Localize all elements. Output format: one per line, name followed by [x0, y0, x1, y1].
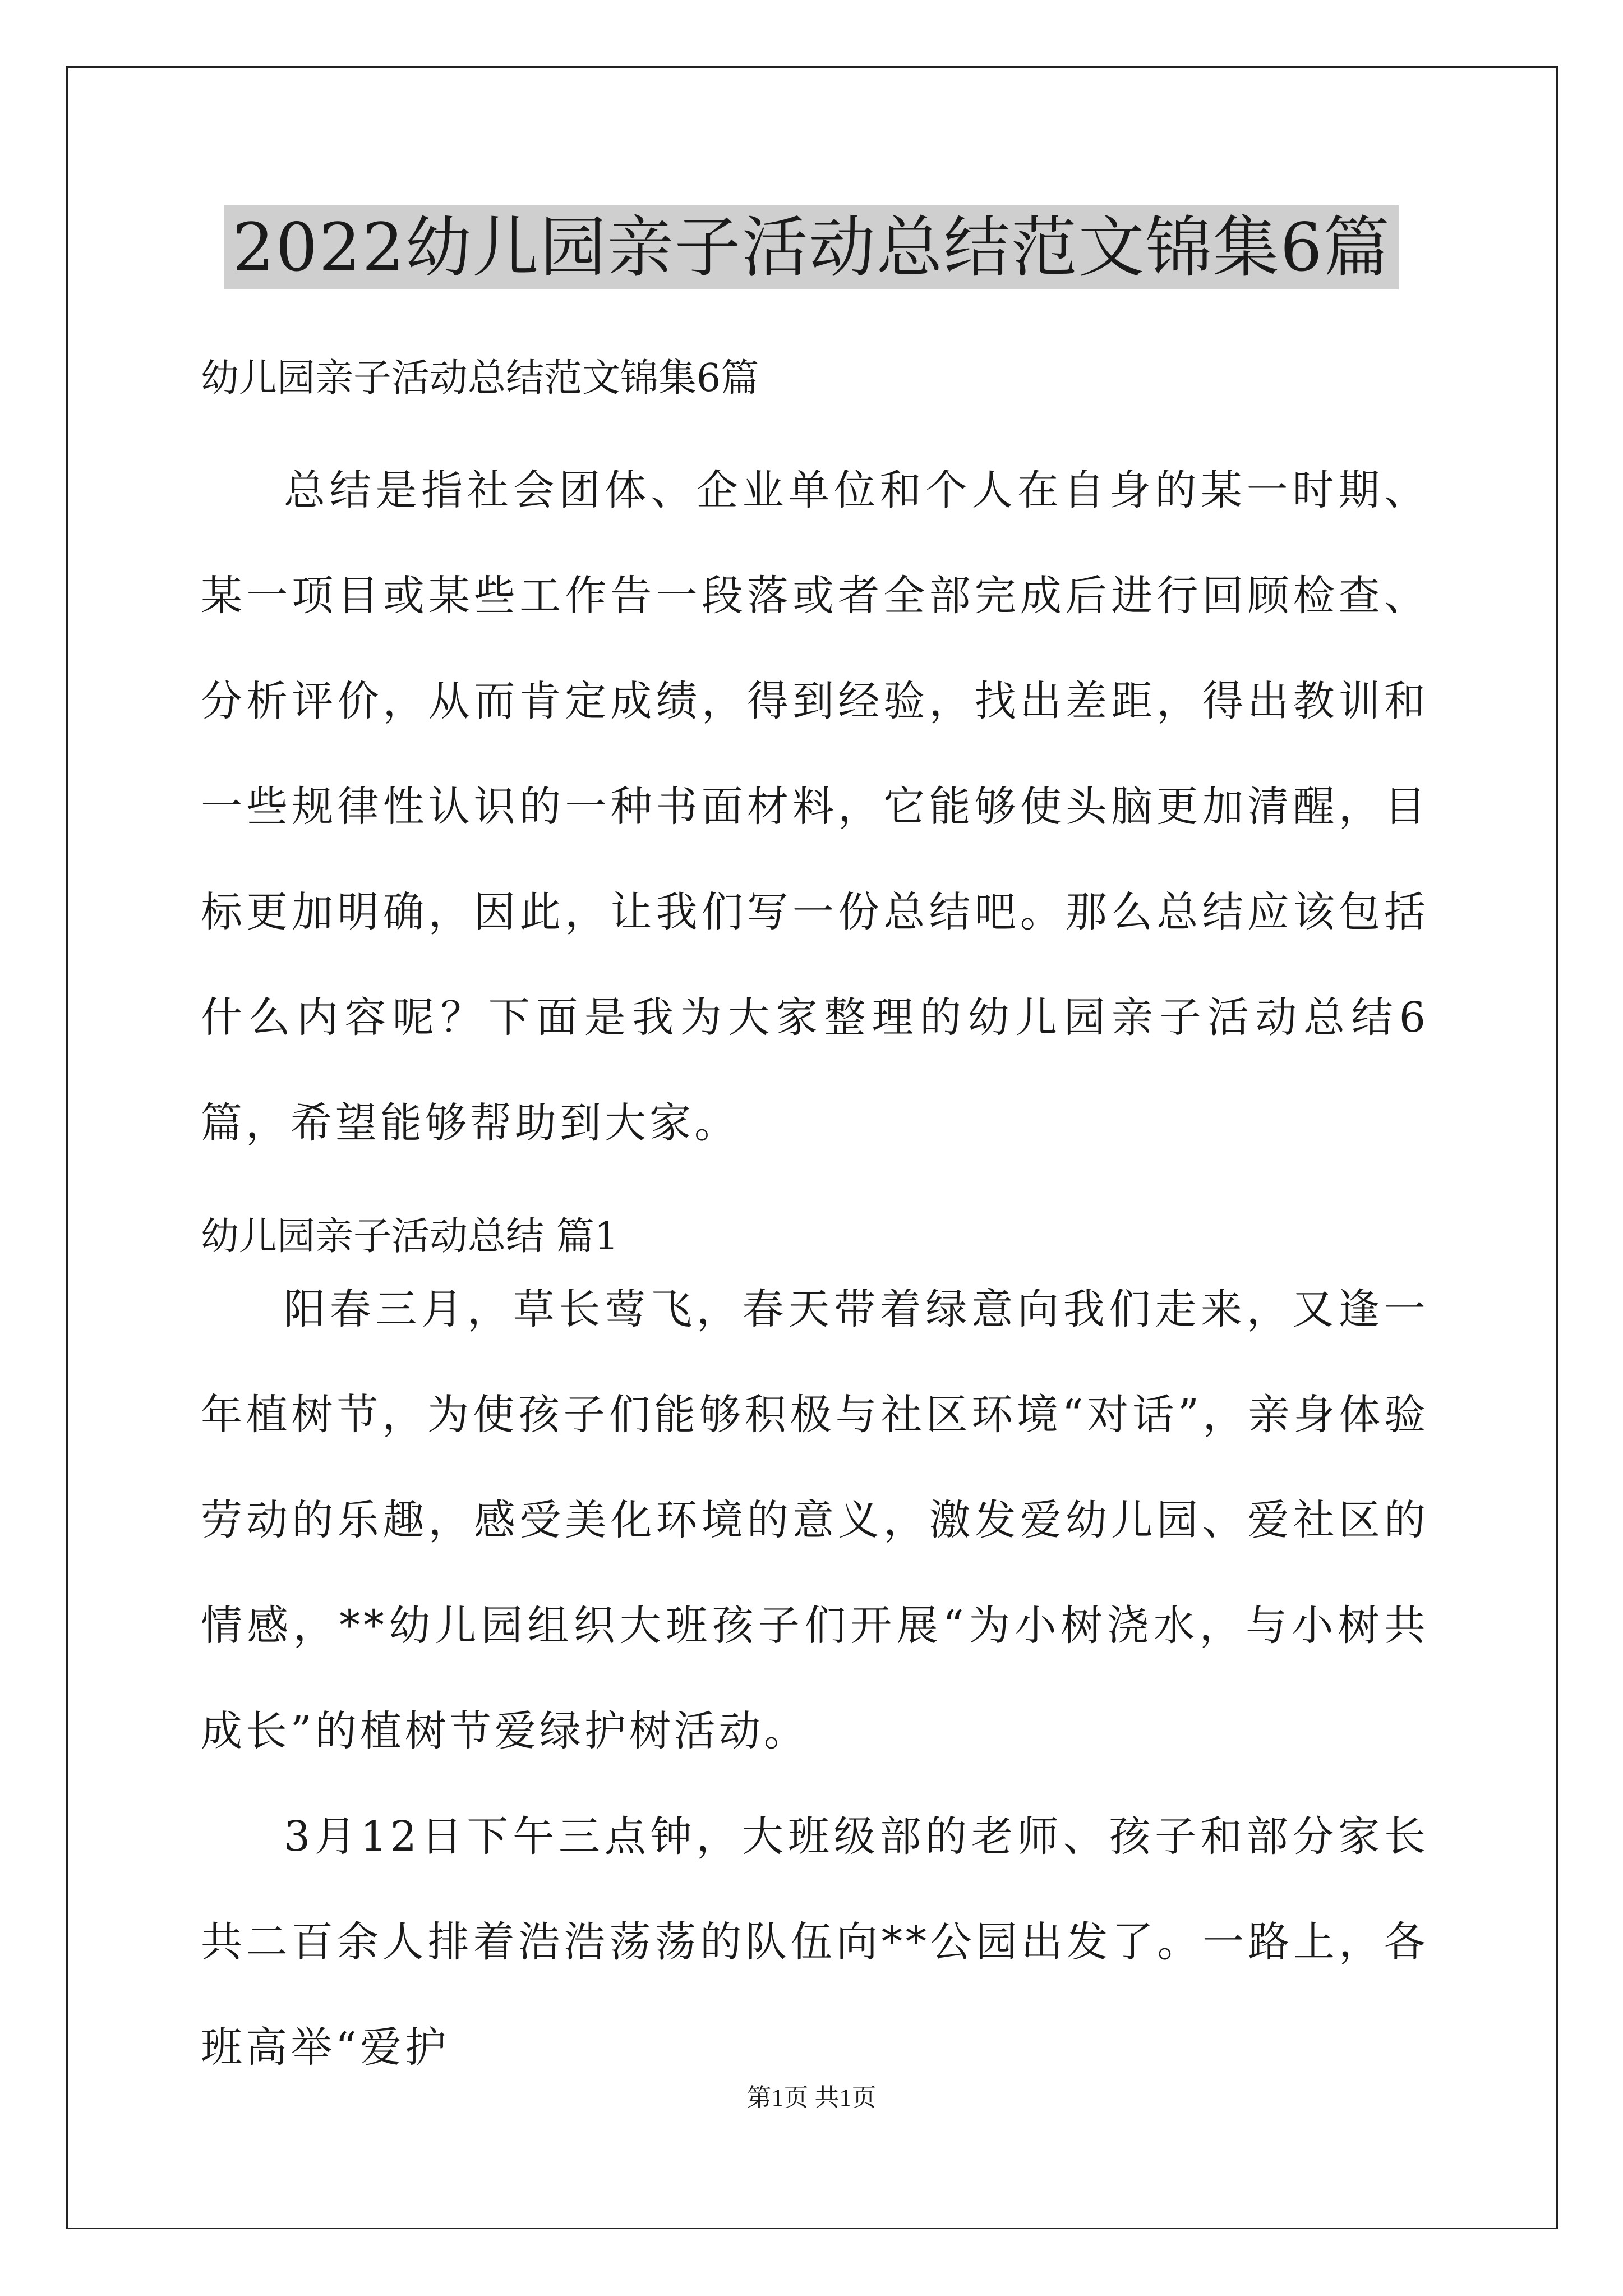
- body-paragraph-1: 阳春三月，草长莺飞，春天带着绿意向我们走来，又逢一年植树节，为使孩子们能够积极与社区环境“对话”，亲身体验劳动的乐趣，感受美化环境的意义，激发爱幼儿园、爱社区的情感，**幼儿园组织大班孩子们开展“为小树浇水，与小树共成长”的植树节爱绿护树活动。: [201, 1285, 1429, 1755]
- section-heading: 幼儿园亲子活动总结 篇1: [201, 1214, 619, 1259]
- document-title: [0, 205, 1623, 289]
- document-title-text: 2022幼儿园亲子活动总结范文锦集6篇: [224, 205, 1398, 289]
- page-footer: 第1页 共1页: [746, 2084, 877, 2111]
- intro-paragraph: 总结是指社会团体、企业单位和个人在自身的某一时期、某一项目或某些工作告一段落或者全部完成后进行回顾检查、分析评价，从而肯定成绩，得到经验，找出差距，得出教训和一些规律性认识的一种书面材料，它能够使头脑更加清醒，目标更加明确，因此，让我们写一份总结吧。那么总结应该包括什么内容呢？下面是我为大家整理的幼儿园亲子活动总结6篇，希望能够帮助到大家。: [201, 466, 1429, 1147]
- document-subtitle: 幼儿园亲子活动总结范文锦集6篇: [201, 356, 759, 401]
- body-paragraph-2: 3月12日下午三点钟，大班级部的老师、孩子和部分家长共二百余人排着浩浩荡荡的队伍向**公园出发了。一路上，各班高举“爱护: [201, 1812, 1429, 2072]
